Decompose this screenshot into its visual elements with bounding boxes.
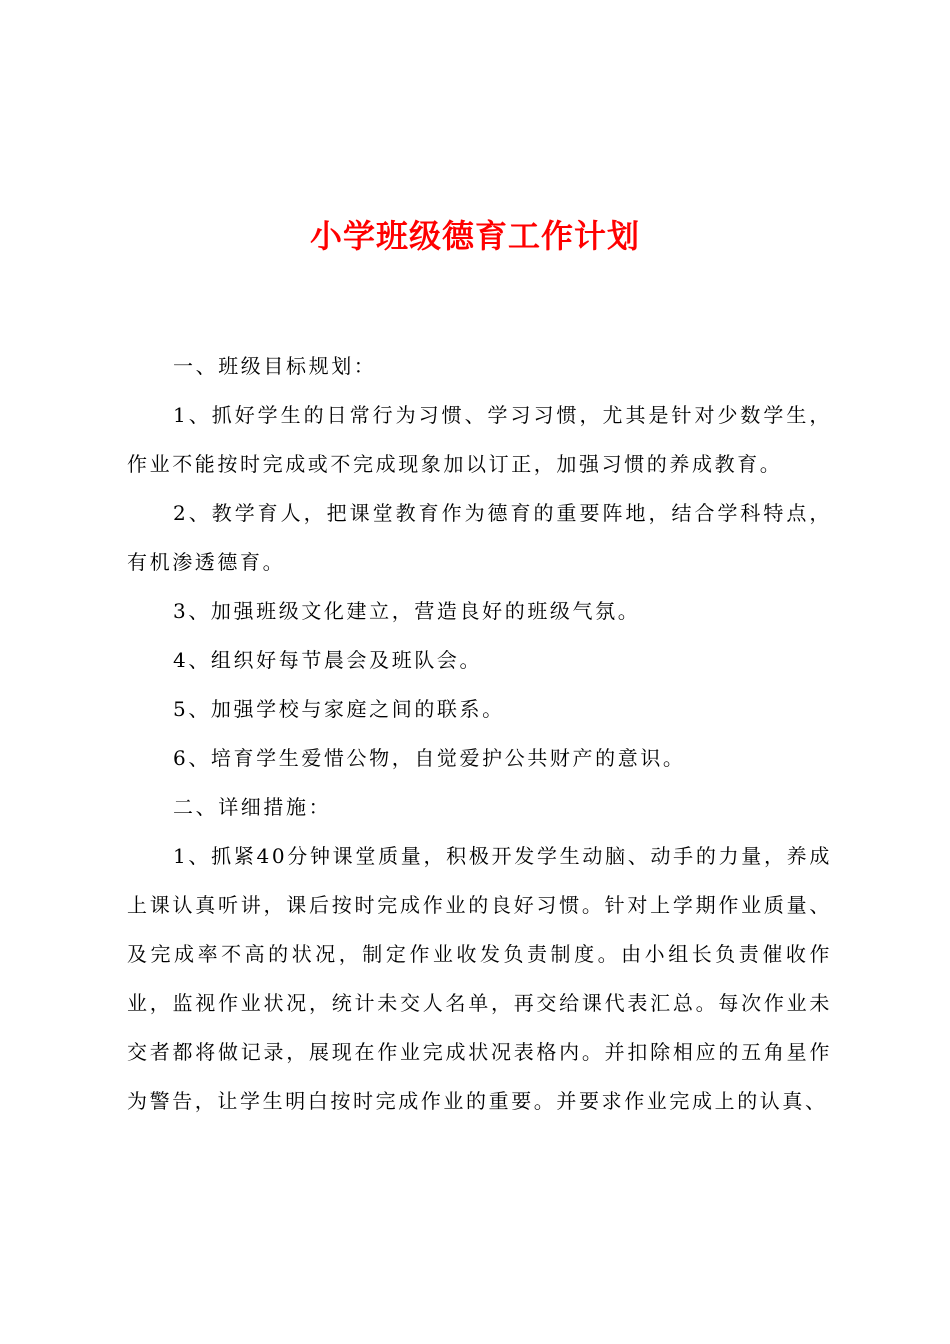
goal-item-6: 6、培育学生爱惜公物，自觉爱护公共财产的意识。: [173, 746, 686, 770]
section-heading-goals: 一、班级目标规划：: [173, 354, 377, 378]
section-heading-measures: 二、详细措施：: [173, 795, 332, 819]
goal-item-4: 4、组织好每节晨会及班队会。: [173, 648, 483, 672]
goal-item-3: 3、加强班级文化建立，营造良好的班级气氛。: [173, 599, 641, 623]
measure-item-1: 1、抓紧40分钟课堂质量，积极开发学生动脑、动手的力量，养成上课认真听讲，课后按时完成作业的良好习惯。针对上学期作业质量、及完成率不高的状况，制定作业收发负责制度。由小组长负责催收作业，监视作业状况，统计未交人名单，再交给课代表汇总。每次作业未交者都将做记录，展现在作业完成状况表格内。并扣除相应的五角星作为警告，让学生明白按时完成作业的重要。并要求作业完成上的认真、: [127, 844, 832, 1113]
document-body: [127, 342, 832, 1126]
document-title: 小学班级德育工作计划: [309, 217, 640, 255]
goal-item-1: 1、抓好学生的日常行为习惯、学习习惯，尤其是针对少数学生，作业不能按时完成或不完成现象加以订正，加强习惯的养成教育。: [127, 403, 832, 476]
goal-item-5: 5、加强学校与家庭之间的联系。: [173, 697, 505, 721]
goal-item-2: 2、教学育人，把课堂教育作为德育的重要阵地，结合学科特点，有机渗透德育。: [127, 501, 832, 574]
